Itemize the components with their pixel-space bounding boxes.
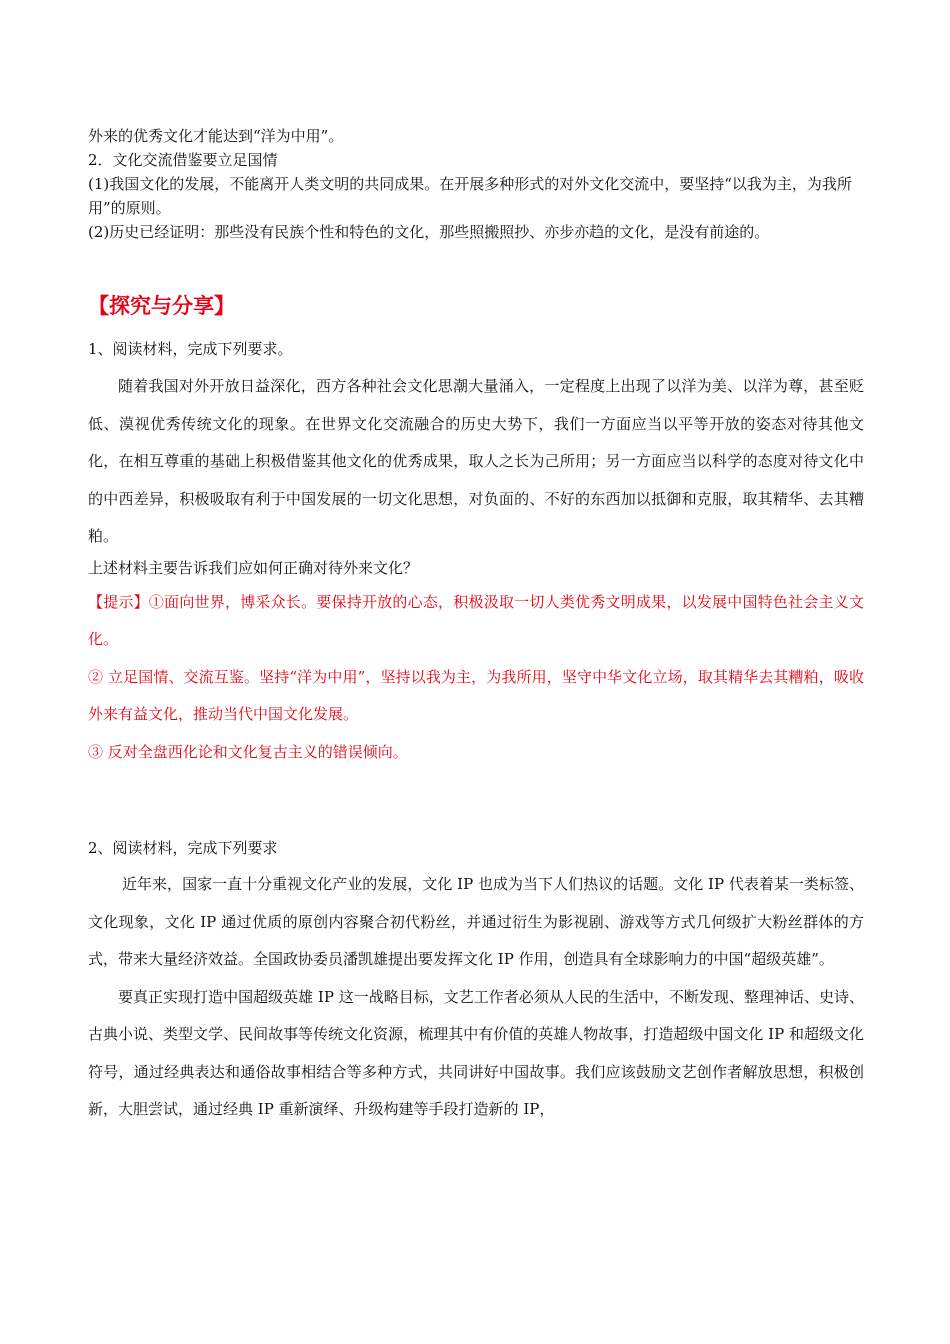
point-2-item-2: (2)历史已经证明：那些没有民族个性和特色的文化，那些照搬照抄、亦步亦趋的文化，是没有前途的。 — [88, 223, 770, 241]
question-2-material-1: 近年来，国家一直十分重视文化产业的发展，文化 IP 也成为当下人们热议的话题。文化 IP 代表着某一类标签、文化现象，文化 IP 通过优质的原创内容聚合初代粉丝，并通过衍生为影视剧、游戏等方式几何级扩大粉丝群体的方式，带来大量经济效益。全国政协委员潘凯雄提出要发挥文化 IP 作用，创造具有全球影响力的中国“超级英雄”。 — [88, 875, 864, 968]
point-2-item-1: (1)我国文化的发展，不能离开人类文明的共同成果。在开展多种形式的对外文化交流中，要坚持“以我为主，为我所用”的原则。 — [88, 175, 852, 217]
question-2-title: 2、阅读材料，完成下列要求 — [88, 839, 278, 857]
intro-line: 外来的优秀文化才能达到“洋为中用”。 — [88, 127, 344, 145]
hint-label: 【提示】 — [88, 592, 149, 611]
question-1-title: 1、阅读材料，完成下列要求。 — [88, 340, 293, 358]
hint-1-text: ①面向世界，博采众长。要保持开放的心态，积极汲取一切人类优秀文明成果，以发展中国特色社会主义文化。 — [88, 592, 864, 648]
question-2-material-2: 要真正实现打造中国超级英雄 IP 这一战略目标，文艺工作者必须从人民的生活中，不断发现、整理神话、史诗、古典小说、类型文学、民间故事等传统文化资源，梳理其中有价值的英雄人物故事，打造超级中国文化 IP 和超级文化符号，通过经典表达和通俗故事相结合等多种方式，共同讲好中国故事。我们应该鼓励文艺创作者解放思想，积极创新，大胆尝试，通过经典 IP 重新演绎、升级构建等手段打造新的 IP， — [88, 987, 864, 1118]
point-2-title: 2．文化交流借鉴要立足国情 — [88, 151, 278, 169]
question-1-prompt: 上述材料主要告诉我们应如何正确对待外来文化？ — [88, 558, 419, 577]
hint-2: ② 立足国情、交流互鉴。坚持“洋为中用”，坚持以我为主，为我所用，坚守中华文化立场，取其精华去其糟粕，吸收外来有益文化，推动当代中国文化发展。 — [88, 667, 864, 723]
section-heading: 【探究与分享】 — [88, 294, 235, 318]
question-1-material: 随着我国对外开放日益深化，西方各种社会文化思潮大量涌入，一定程度上出现了以洋为美、以洋为尊，甚至贬低、漠视优秀传统文化的现象。在世界文化交流融合的历史大势下，我们一方面应当以平等开放的姿态对待其他文化，在相互尊重的基础上积极借鉴其他文化的优秀成果，取人之长为己所用；另一方面应当以科学的态度对待文化中的中西差异，积极吸取有利于中国发展的一切文化思想，对负面的、不好的东西加以抵御和克服，取其精华、去其糟粕。 — [88, 377, 864, 545]
hint-1 — [88, 584, 864, 659]
hint-3: ③ 反对全盘西化论和文化复古主义的错误倾向。 — [88, 742, 408, 761]
document-page — [88, 124, 864, 1129]
